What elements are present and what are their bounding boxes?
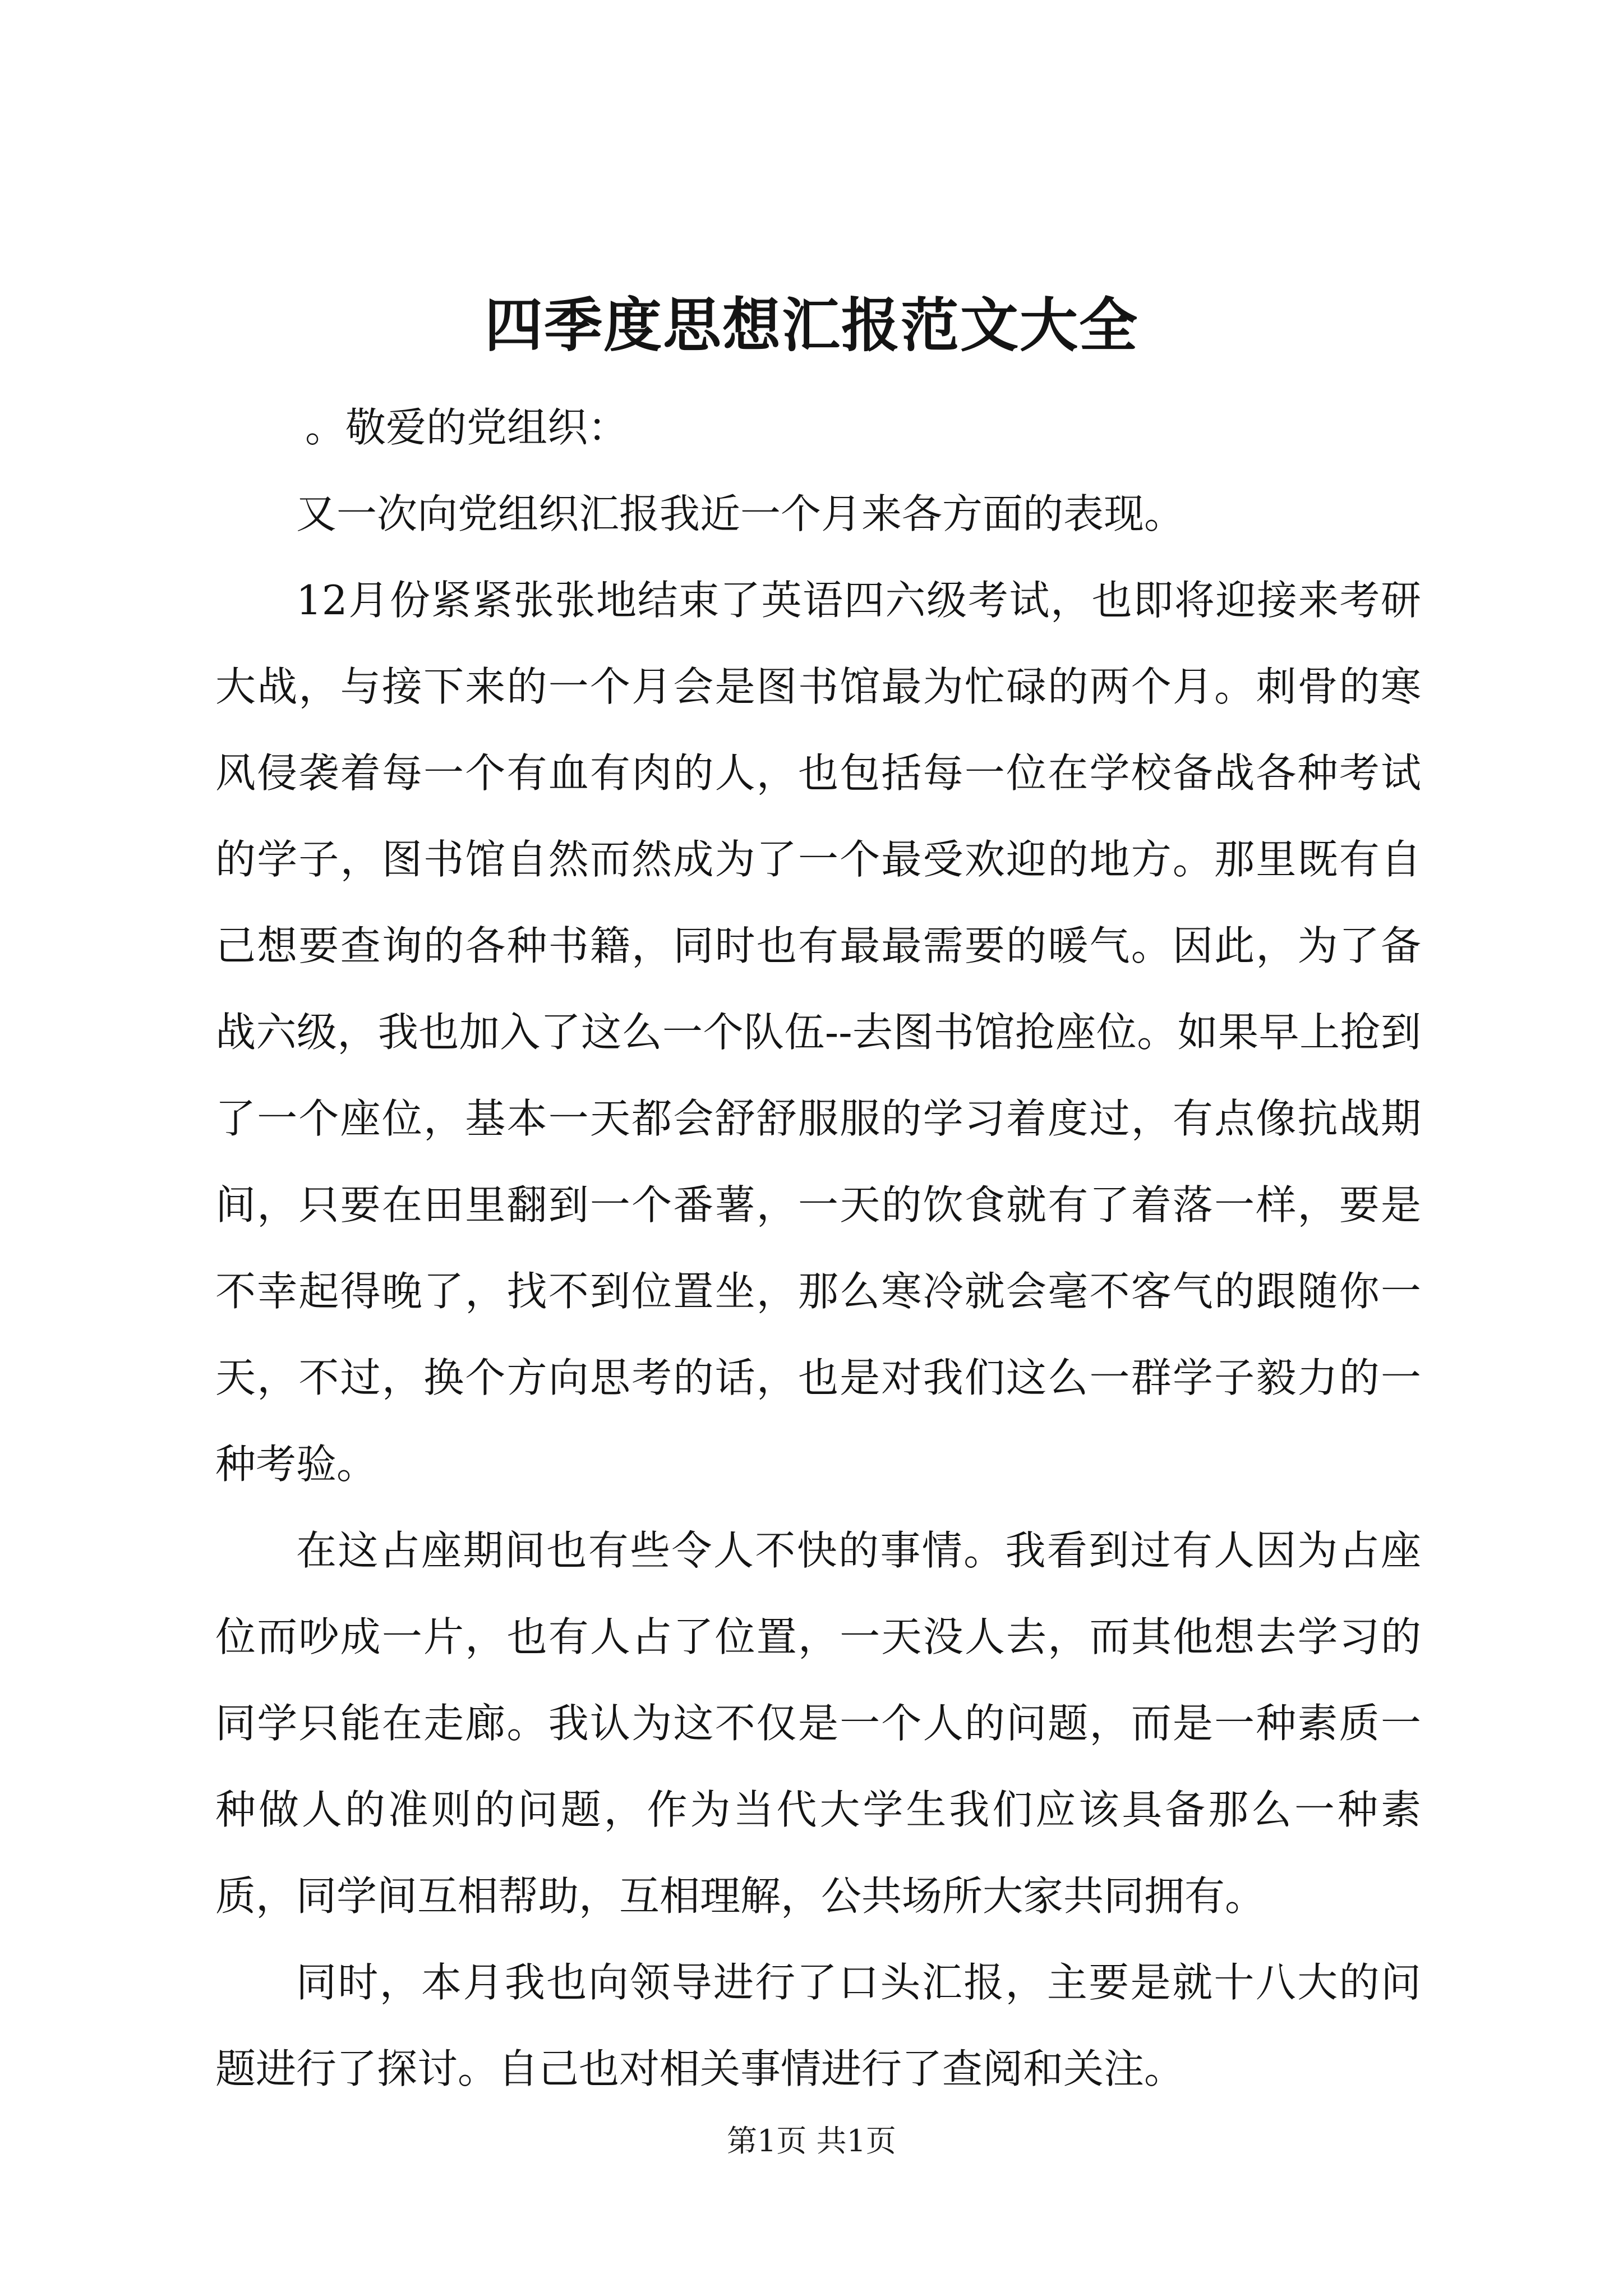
body-paragraph: 又一次向党组织汇报我近一个月来各方面的表现。	[296, 490, 1185, 537]
document-body	[215, 384, 1421, 2112]
salutation-paragraph: 。敬爱的党组织：	[305, 404, 629, 451]
body-paragraph: 同时，本月我也向领导进行了口头汇报，主要是就十八大的问题进行了探讨。自己也对相关事情进行了查阅和关注。	[215, 1959, 1421, 2092]
body-paragraph: 12月份紧紧张张地结束了英语四六级考试，也即将迎接来考研大战，与接下来的一个月会是图书馆最为忙碌的两个月。刺骨的寒风侵袭着每一个有血有肉的人，也包括每一位在学校备战各种考试的学子，图书馆自然而然成为了一个最受欢迎的地方。那里既有自己想要查询的各种书籍，同时也有最最需要的暖气。因此，为了备战六级，我也加入了这么一个队伍--去图书馆抢座位。如果早上抢到了一个座位，基本一天都会舒舒服服的学习着度过，有点像抗战期间，只要在田里翻到一个番薯，一天的饮食就有了着落一样，要是不幸起得晚了，找不到位置坐，那么寒冷就会毫不客气的跟随你一天，不过，换个方向思考的话，也是对我们这么一群学子毅力的一种考验。	[215, 577, 1421, 1488]
body-paragraph: 在这占座期间也有些令人不快的事情。我看到过有人因为占座位而吵成一片，也有人占了位置，一天没人去，而其他想去学习的同学只能在走廊。我认为这不仅是一个人的问题，而是一种素质一种做人的准则的问题，作为当代大学生我们应该具备那么一种素质，同学间互相帮助，互相理解，公共场所大家共同拥有。	[215, 1527, 1421, 1920]
page-footer: 第1页 共1页	[727, 2123, 896, 2159]
document-title: 四季度思想汇报范文大全	[484, 291, 1138, 360]
